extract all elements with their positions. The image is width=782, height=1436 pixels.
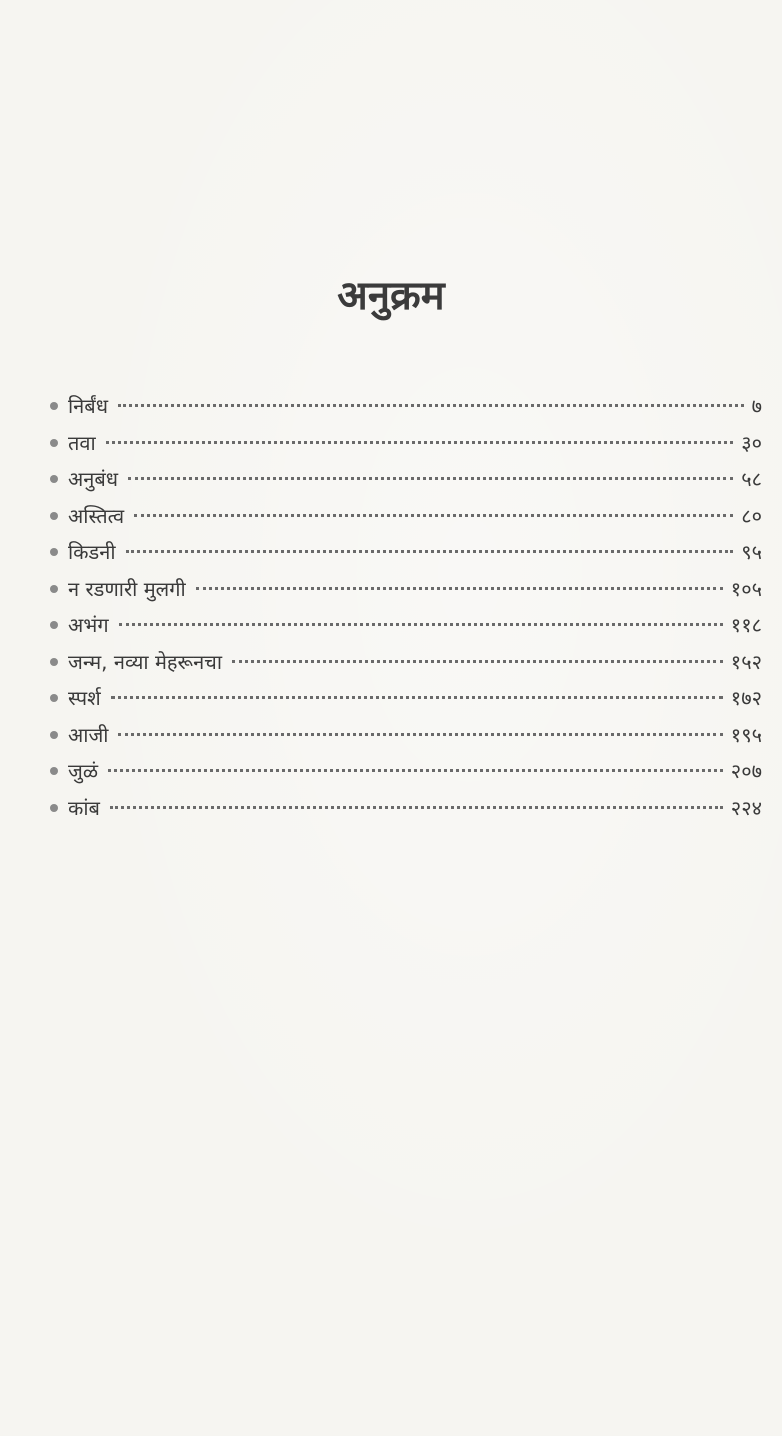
toc-entry [50, 607, 762, 644]
bullet-icon [50, 548, 58, 556]
toc-entry [50, 425, 762, 462]
toc-entry [50, 388, 762, 425]
dot-leader [126, 550, 734, 553]
entry-page-number: ८० [741, 503, 762, 528]
entry-page-number: १०५ [730, 576, 762, 601]
entry-page-number: ३० [741, 430, 762, 455]
entry-title: न रडणारी मुलगी [68, 576, 186, 601]
bullet-icon [50, 512, 58, 520]
page-title: अनुक्रम [337, 272, 445, 319]
entry-page-number: १५२ [730, 649, 762, 674]
toc-entry [50, 461, 762, 498]
bullet-icon [50, 475, 58, 483]
entry-title: किडनी [68, 540, 116, 564]
dot-leader [128, 477, 733, 480]
dot-leader [106, 441, 733, 444]
entry-title: निर्बंध [68, 394, 108, 418]
entry-title: तवा [68, 430, 96, 455]
dot-leader [108, 769, 723, 772]
dot-leader [111, 696, 723, 699]
bullet-icon [50, 658, 58, 666]
bullet-icon [50, 804, 58, 812]
entry-title: आजी [68, 722, 109, 747]
toc-entry [50, 753, 762, 790]
toc-entry [50, 680, 762, 717]
toc-entry [50, 498, 762, 535]
bullet-icon [50, 731, 58, 739]
toc-entry [50, 644, 762, 681]
dot-leader [134, 514, 733, 517]
dot-leader [232, 660, 723, 663]
entry-page-number: ११८ [730, 613, 762, 637]
toc-entry [50, 534, 762, 571]
entry-title: अस्तित्व [68, 503, 125, 528]
entry-page-number: ७ [751, 394, 762, 418]
bullet-icon [50, 694, 58, 702]
entry-title: अभंग [68, 613, 109, 637]
dot-leader [118, 733, 722, 736]
entry-title: जुळं [68, 759, 99, 783]
dot-leader [118, 404, 744, 407]
bullet-icon [50, 585, 58, 593]
dot-leader [196, 587, 723, 590]
entry-page-number: ९५ [741, 540, 762, 564]
entry-page-number: २०७ [730, 759, 762, 783]
entry-page-number: १७२ [730, 686, 762, 710]
toc-entry [50, 717, 762, 754]
entry-title: स्पर्श [68, 686, 101, 710]
entry-page-number: १९५ [730, 722, 762, 747]
dot-leader [110, 806, 723, 809]
table-of-contents [50, 388, 762, 826]
toc-entry [50, 790, 762, 827]
dot-leader [119, 623, 723, 626]
toc-entry [50, 571, 762, 608]
bullet-icon [50, 402, 58, 410]
entry-title: जन्म, नव्या मेहरूनचा [68, 649, 223, 674]
bullet-icon [50, 767, 58, 775]
entry-title: अनुबंध [68, 467, 119, 491]
bullet-icon [50, 439, 58, 447]
bullet-icon [50, 621, 58, 629]
entry-page-number: ५८ [741, 467, 762, 491]
entry-page-number: २२४ [730, 795, 762, 820]
entry-title: कांब [68, 795, 100, 820]
